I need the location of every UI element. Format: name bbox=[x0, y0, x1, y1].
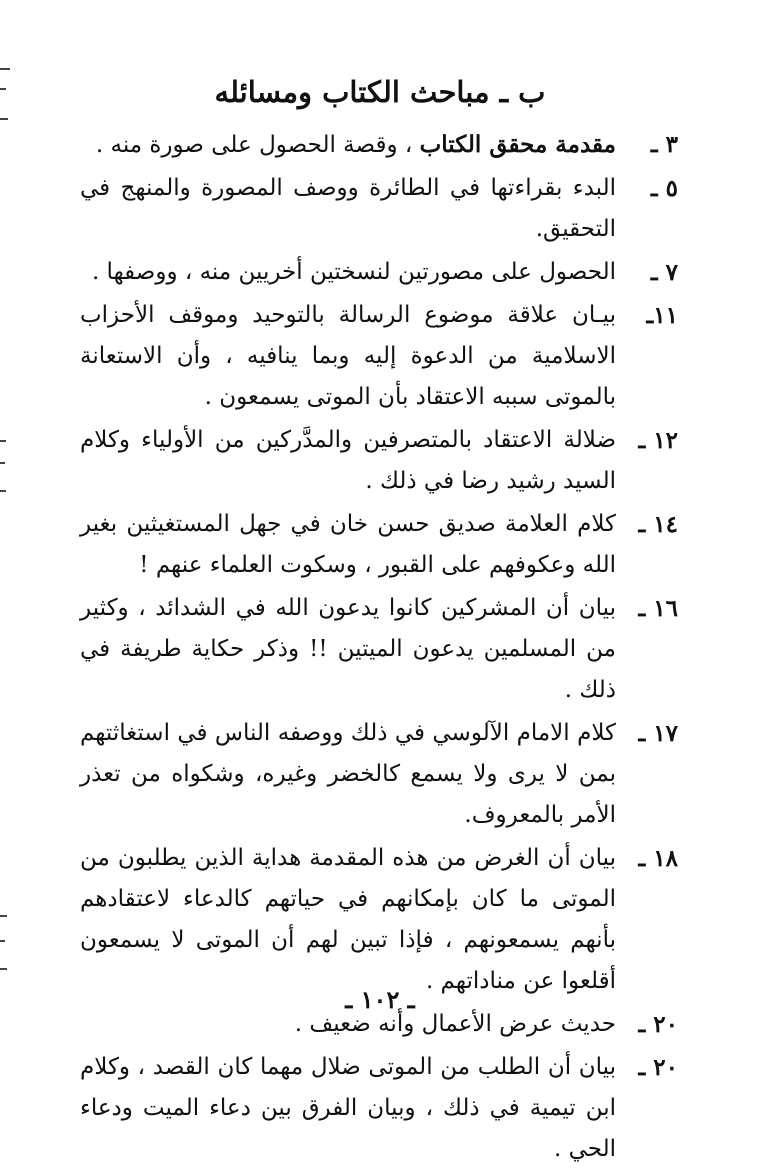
page-ref: ١٢ ـ bbox=[638, 427, 678, 454]
section-heading: ب ـ مباحث الكتاب ومسائله bbox=[214, 75, 546, 109]
page-ref: ١٨ ـ bbox=[638, 845, 678, 872]
list-item bbox=[80, 713, 678, 836]
entry-rest: ، وقصة الحصول على صورة منه . bbox=[95, 132, 413, 158]
page-ref: ٣ ـ bbox=[650, 131, 678, 158]
entry-text: البدء بقراءتها في الطائرة ووصف المصورة والمنهج في التحقيق. bbox=[80, 175, 616, 242]
scan-edge-mark bbox=[0, 88, 6, 90]
scan-edge-mark bbox=[0, 462, 5, 464]
page-ref: ١٦ ـ bbox=[638, 595, 678, 622]
page-ref: ١١ـ bbox=[646, 302, 678, 329]
list-item bbox=[80, 168, 678, 250]
page-ref: ٧ ـ bbox=[650, 259, 678, 286]
page-number: ـ ١٠٢ ـ bbox=[345, 985, 415, 1014]
list-item bbox=[80, 504, 678, 586]
scan-edge-mark bbox=[0, 940, 5, 942]
list-item bbox=[80, 420, 678, 502]
entry-text: بيان أن الغرض من هذه المقدمة هداية الذين يطلبون من الموتى ما كان بإمكانهم في حياتهم كالدعاء لاعتقادهم بأنهم يسمعونهم ، فإذا تبين لهم أن الموتى لا يسمعون أقلعوا عن مناداتهم . bbox=[80, 845, 616, 994]
list-item bbox=[80, 252, 678, 293]
list-item bbox=[80, 295, 678, 418]
entry-lead: مقدمة محقق الكتاب bbox=[419, 131, 616, 158]
page-ref: ٥ ـ bbox=[650, 175, 678, 202]
page-ref: ٢٠ ـ bbox=[638, 1011, 678, 1038]
list-item bbox=[80, 588, 678, 711]
page-ref: ١٤ ـ bbox=[638, 511, 678, 538]
entry-text: بيـان علاقة موضوع الرسالة بالتوحيد وموقف الأحزاب الاسلامية من الدعوة إليه وبما ينافيه ، وأن الاستعانة بالموتى سببه الاعتقاد بأن الموتى يسمعون . bbox=[80, 302, 616, 410]
page-ref: ٢٠ ـ bbox=[638, 1054, 678, 1081]
page-ref: ١٧ ـ bbox=[638, 720, 678, 747]
entry-text: كلام العلامة صديق حسن خان في جهل المستغيثين بغير الله وعكوفهم على القبور ، وسكوت العلماء عنهم ! bbox=[80, 511, 616, 578]
scan-edge-mark bbox=[0, 968, 7, 970]
scan-edge-mark bbox=[0, 68, 10, 70]
entry-text: حديث عرض الأعمال وأنه ضعيف . bbox=[294, 1011, 616, 1037]
entry-text bbox=[80, 124, 616, 166]
list-item bbox=[80, 124, 678, 166]
scan-edge-mark bbox=[0, 490, 6, 492]
entry-text: بيان أن المشركين كانوا يدعون الله في الشدائد ، وكثير من المسلمين يدعون الميتين !! وذكر حكاية طريفة في ذلك . bbox=[80, 595, 616, 703]
scan-edge-mark bbox=[0, 440, 6, 442]
entry-text: ضلالة الاعتقاد بالمتصرفين والمدَّركين من الأولياء وكلام السيد رشيد رضا في ذلك . bbox=[80, 427, 616, 494]
scan-edge-mark bbox=[0, 915, 7, 917]
list-item bbox=[80, 1047, 678, 1170]
list-item bbox=[80, 838, 678, 1002]
scan-edge-mark bbox=[0, 118, 8, 120]
entry-text: الحصول على مصورتين لنسختين أخريين منه ، ووصفها . bbox=[91, 259, 616, 285]
entry-text: بيان أن الطلب من الموتى ضلال مهما كان القصد ، وكلام ابن تيمية في ذلك ، وبيان الفرق بين دعاء الميت ودعاء الحي . bbox=[80, 1054, 616, 1162]
entry-text: كلام الامام الآلوسي في ذلك ووصفه الناس في استغاثتهم بمن لا يرى ولا يسمع كالخضر وغيره، وشكواه من تعذر الأمر بالمعروف. bbox=[80, 720, 616, 828]
